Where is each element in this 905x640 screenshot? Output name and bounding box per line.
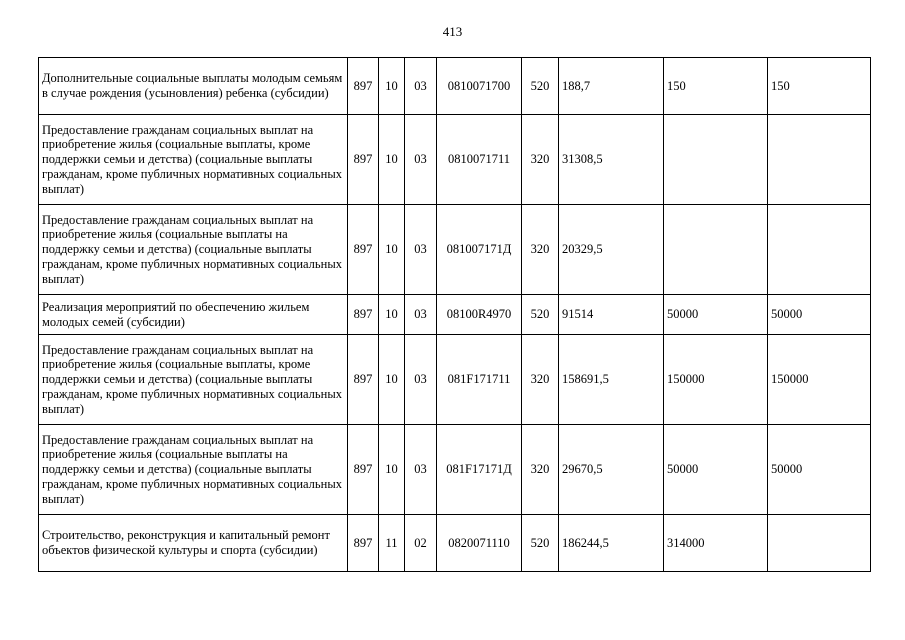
table-row xyxy=(39,335,871,425)
subsection-code: 03 xyxy=(405,295,437,335)
amount-year-3: 150000 xyxy=(768,335,871,425)
amount-year-3 xyxy=(768,515,871,572)
expense-type-code: 320 xyxy=(522,425,559,515)
row-description: Реализация мероприятий по обеспечению жильем молодых семей (субсидии) xyxy=(39,295,348,335)
budget-table xyxy=(38,57,871,572)
section-code: 10 xyxy=(379,205,405,295)
expense-type-code: 320 xyxy=(522,115,559,205)
amount-year-3: 50000 xyxy=(768,425,871,515)
expense-type-code: 520 xyxy=(522,515,559,572)
target-article-code: 081007171Д xyxy=(437,205,522,295)
amount-year-2: 50000 xyxy=(664,425,768,515)
amount-year-2: 50000 xyxy=(664,295,768,335)
row-description: Предоставление гражданам социальных выплат на приобретение жилья (социальные выплаты на поддержку семьи и детства) (социальные выплаты гражданам, кроме публичных нормативных социальных выплат) xyxy=(39,425,348,515)
amount-year-3 xyxy=(768,205,871,295)
amount-year-2: 150 xyxy=(664,58,768,115)
subsection-code: 03 xyxy=(405,205,437,295)
grbs-code: 897 xyxy=(348,205,379,295)
row-description: Дополнительные социальные выплаты молодым семьям в случае рождения (усыновления) ребенка (субсидии) xyxy=(39,58,348,115)
table-row xyxy=(39,115,871,205)
grbs-code: 897 xyxy=(348,425,379,515)
subsection-code: 03 xyxy=(405,58,437,115)
subsection-code: 02 xyxy=(405,515,437,572)
section-code: 10 xyxy=(379,295,405,335)
subsection-code: 03 xyxy=(405,335,437,425)
section-code: 10 xyxy=(379,335,405,425)
amount-year-3: 50000 xyxy=(768,295,871,335)
table-row xyxy=(39,425,871,515)
row-description: Предоставление гражданам социальных выплат на приобретение жилья (социальные выплаты на поддержку семьи и детства) (социальные выплаты гражданам, кроме публичных нормативных социальных выплат) xyxy=(39,205,348,295)
grbs-code: 897 xyxy=(348,335,379,425)
section-code: 10 xyxy=(379,115,405,205)
target-article-code: 0820071110 xyxy=(437,515,522,572)
amount-year-3: 150 xyxy=(768,58,871,115)
table-row xyxy=(39,515,871,572)
table-row xyxy=(39,58,871,115)
amount-year-1: 29670,5 xyxy=(559,425,664,515)
target-article-code: 081F171711 xyxy=(437,335,522,425)
amount-year-2: 150000 xyxy=(664,335,768,425)
row-description: Предоставление гражданам социальных выплат на приобретение жилья (социальные выплаты, кроме поддержки семьи и детства) (социальные выплаты гражданам, кроме публичных нормативных социальных выплат) xyxy=(39,115,348,205)
subsection-code: 03 xyxy=(405,115,437,205)
amount-year-2 xyxy=(664,205,768,295)
expense-type-code: 320 xyxy=(522,205,559,295)
expense-type-code: 520 xyxy=(522,295,559,335)
grbs-code: 897 xyxy=(348,295,379,335)
amount-year-2 xyxy=(664,115,768,205)
amount-year-1: 91514 xyxy=(559,295,664,335)
amount-year-1: 186244,5 xyxy=(559,515,664,572)
subsection-code: 03 xyxy=(405,425,437,515)
amount-year-1: 31308,5 xyxy=(559,115,664,205)
amount-year-3 xyxy=(768,115,871,205)
row-description: Предоставление гражданам социальных выплат на приобретение жилья (социальные выплаты, кроме поддержки семьи и детства) (социальные выплаты гражданам, кроме публичных нормативных социальных выплат) xyxy=(39,335,348,425)
page-number: 413 xyxy=(442,24,463,39)
section-code: 11 xyxy=(379,515,405,572)
table-row xyxy=(39,295,871,335)
row-description: Строительство, реконструкция и капитальный ремонт объектов физической культуры и спорта (субсидии) xyxy=(39,515,348,572)
amount-year-1: 188,7 xyxy=(559,58,664,115)
expense-type-code: 320 xyxy=(522,335,559,425)
section-code: 10 xyxy=(379,425,405,515)
section-code: 10 xyxy=(379,58,405,115)
grbs-code: 897 xyxy=(348,115,379,205)
grbs-code: 897 xyxy=(348,515,379,572)
amount-year-1: 20329,5 xyxy=(559,205,664,295)
grbs-code: 897 xyxy=(348,58,379,115)
target-article-code: 0810071700 xyxy=(437,58,522,115)
amount-year-1: 158691,5 xyxy=(559,335,664,425)
target-article-code: 08100R4970 xyxy=(437,295,522,335)
target-article-code: 081F17171Д xyxy=(437,425,522,515)
table-row xyxy=(39,205,871,295)
amount-year-2: 314000 xyxy=(664,515,768,572)
expense-type-code: 520 xyxy=(522,58,559,115)
target-article-code: 0810071711 xyxy=(437,115,522,205)
